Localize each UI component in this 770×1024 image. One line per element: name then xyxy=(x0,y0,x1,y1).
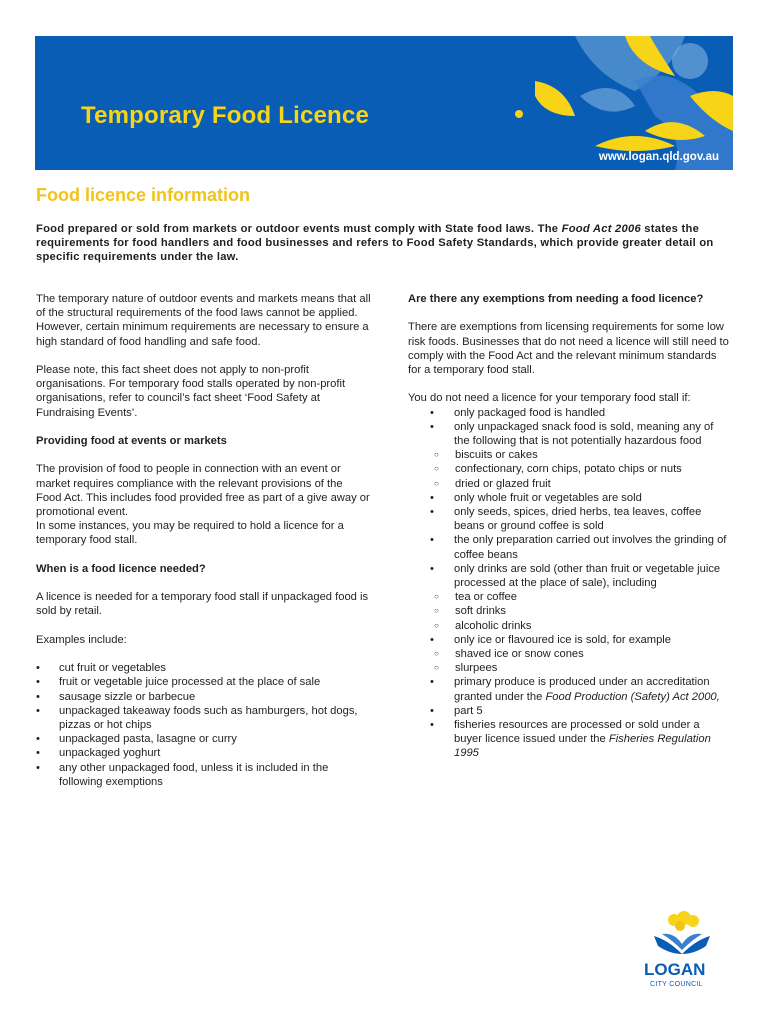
list-item: • sausage sizzle or barbecue xyxy=(36,690,371,704)
list-item-text: fisheries resources are processed or sold under a buyer licence issued under the xyxy=(454,719,700,746)
banner-url[interactable]: www.logan.qld.gov.au xyxy=(598,151,719,163)
intro-act-name: Food Act 2006 xyxy=(561,223,641,235)
intro-text-after: states the requirements for food handlers and food businesses and refers to Food Safety Standards, which provide greater detail on specific requirements under the law. xyxy=(36,223,714,264)
subheading-when-needed: When is a food licence needed? xyxy=(36,562,206,575)
list-item: • fruit or vegetable juice processed at the place of sale xyxy=(36,675,371,689)
sub-list-item: ○ dried or glazed fruit xyxy=(408,477,730,491)
list-item: • unpackaged pasta, lasagne or curry xyxy=(36,732,371,746)
subheading-providing-food: Providing food at events or markets xyxy=(36,435,227,447)
sub-list-item: ○ slurpees xyxy=(408,661,730,675)
intro-text-before: Food prepared or sold from markets or outdoor events must comply with State food laws. The xyxy=(36,223,562,235)
left-para-2: Please note, this fact sheet does not apply to non-profit organisations. For temporary food stalls operated by non-profit organisations, refer to council’s fact sheet ‘Food Safety at Fundraising Events’. xyxy=(36,364,346,419)
list-item xyxy=(408,562,730,633)
examples-list xyxy=(36,661,371,789)
list-item: • the only preparation carried out involves the grinding of coffee beans xyxy=(408,533,730,561)
left-para-4: In some instances, you may be required to hold a licence for a temporary food stall. xyxy=(36,520,344,547)
list-item xyxy=(408,675,730,703)
list-item: • only whole fruit or vegetables are sold xyxy=(408,491,730,505)
section-heading: Food licence information xyxy=(36,185,251,205)
right-para-1: There are exemptions from licensing requirements for some low risk foods. Businesses that do not need a licence will still need to comply with the Food Act and the relevant minimum standards for a temporary food stall. xyxy=(408,321,729,376)
left-para-3: The provision of food to people in connection with an event or market requires compliance with the relevant provisions of the Food Act. This includes food provided free as part of a give away or promotional event. xyxy=(36,463,370,518)
regulation-name: Fisheries Regulation 1995 xyxy=(454,733,711,760)
examples-label: Examples include: xyxy=(36,633,127,646)
list-item: • only packaged food is handled xyxy=(408,406,730,420)
list-item: • unpackaged takeaway foods such as hamburgers, hot dogs, pizzas or hot chips xyxy=(36,704,371,732)
logo-subtitle: CITY COUNCIL xyxy=(650,981,703,988)
list-item-text: only drinks are sold (other than fruit or vegetable juice processed at the place of sale), including xyxy=(454,562,721,590)
list-item: • cut fruit or vegetables xyxy=(36,661,371,675)
sub-list-item: ○ tea or coffee xyxy=(408,590,730,604)
right-column xyxy=(408,292,730,761)
sub-list xyxy=(408,590,730,633)
sub-list-item: ○ biscuits or cakes xyxy=(408,448,730,462)
list-item: • only seeds, spices, dried herbs, tea leaves, coffee beans or ground coffee is sold xyxy=(408,505,730,533)
sub-list-item: ○ shaved ice or snow cones xyxy=(408,647,730,661)
act-name: Food Production (Safety) Act 2000, xyxy=(545,690,720,703)
subheading-exemptions: Are there any exemptions from needing a food licence? xyxy=(408,293,704,305)
sub-list-item: ○ soft drinks xyxy=(408,604,730,618)
sub-list-item: ○ alcoholic drinks xyxy=(408,619,730,633)
list-item-text: only ice or flavoured ice is sold, for example xyxy=(454,633,672,646)
list-item-text: only unpackaged snack food is sold, meaning any of the following that is not potentially hazardous food xyxy=(454,420,714,447)
left-para-5: A licence is needed for a temporary food stall if unpackaged food is sold by retail. xyxy=(36,591,369,618)
intro-paragraph xyxy=(36,222,726,265)
sub-list xyxy=(408,448,730,491)
list-item: • unpackaged yoghurt xyxy=(36,746,371,760)
logo-name: LOGAN xyxy=(644,960,706,979)
exemptions-list xyxy=(408,406,730,761)
list-item xyxy=(408,420,730,491)
list-item-text: primary produce is produced under an accreditation granted under the xyxy=(454,676,710,703)
banner-title: Temporary Food Licence xyxy=(81,102,370,129)
header-banner xyxy=(35,36,733,170)
left-column xyxy=(36,292,371,789)
list-item: • part 5 xyxy=(408,704,730,718)
sub-list-item: ○ confectionary, corn chips, potato chips or nuts xyxy=(408,462,730,476)
list-item xyxy=(408,633,730,676)
sub-list xyxy=(408,647,730,675)
list-item xyxy=(408,718,730,761)
left-para-1: The temporary nature of outdoor events and markets means that all of the structural requirements of the food laws cannot be applied. However, certain minimum requirements are necessary to ensure a high standard of food handling and safe food. xyxy=(36,293,371,348)
right-para-2: You do not need a licence for your temporary food stall if: xyxy=(408,392,691,405)
list-item: • any other unpackaged food, unless it is included in the following exemptions xyxy=(36,761,371,789)
